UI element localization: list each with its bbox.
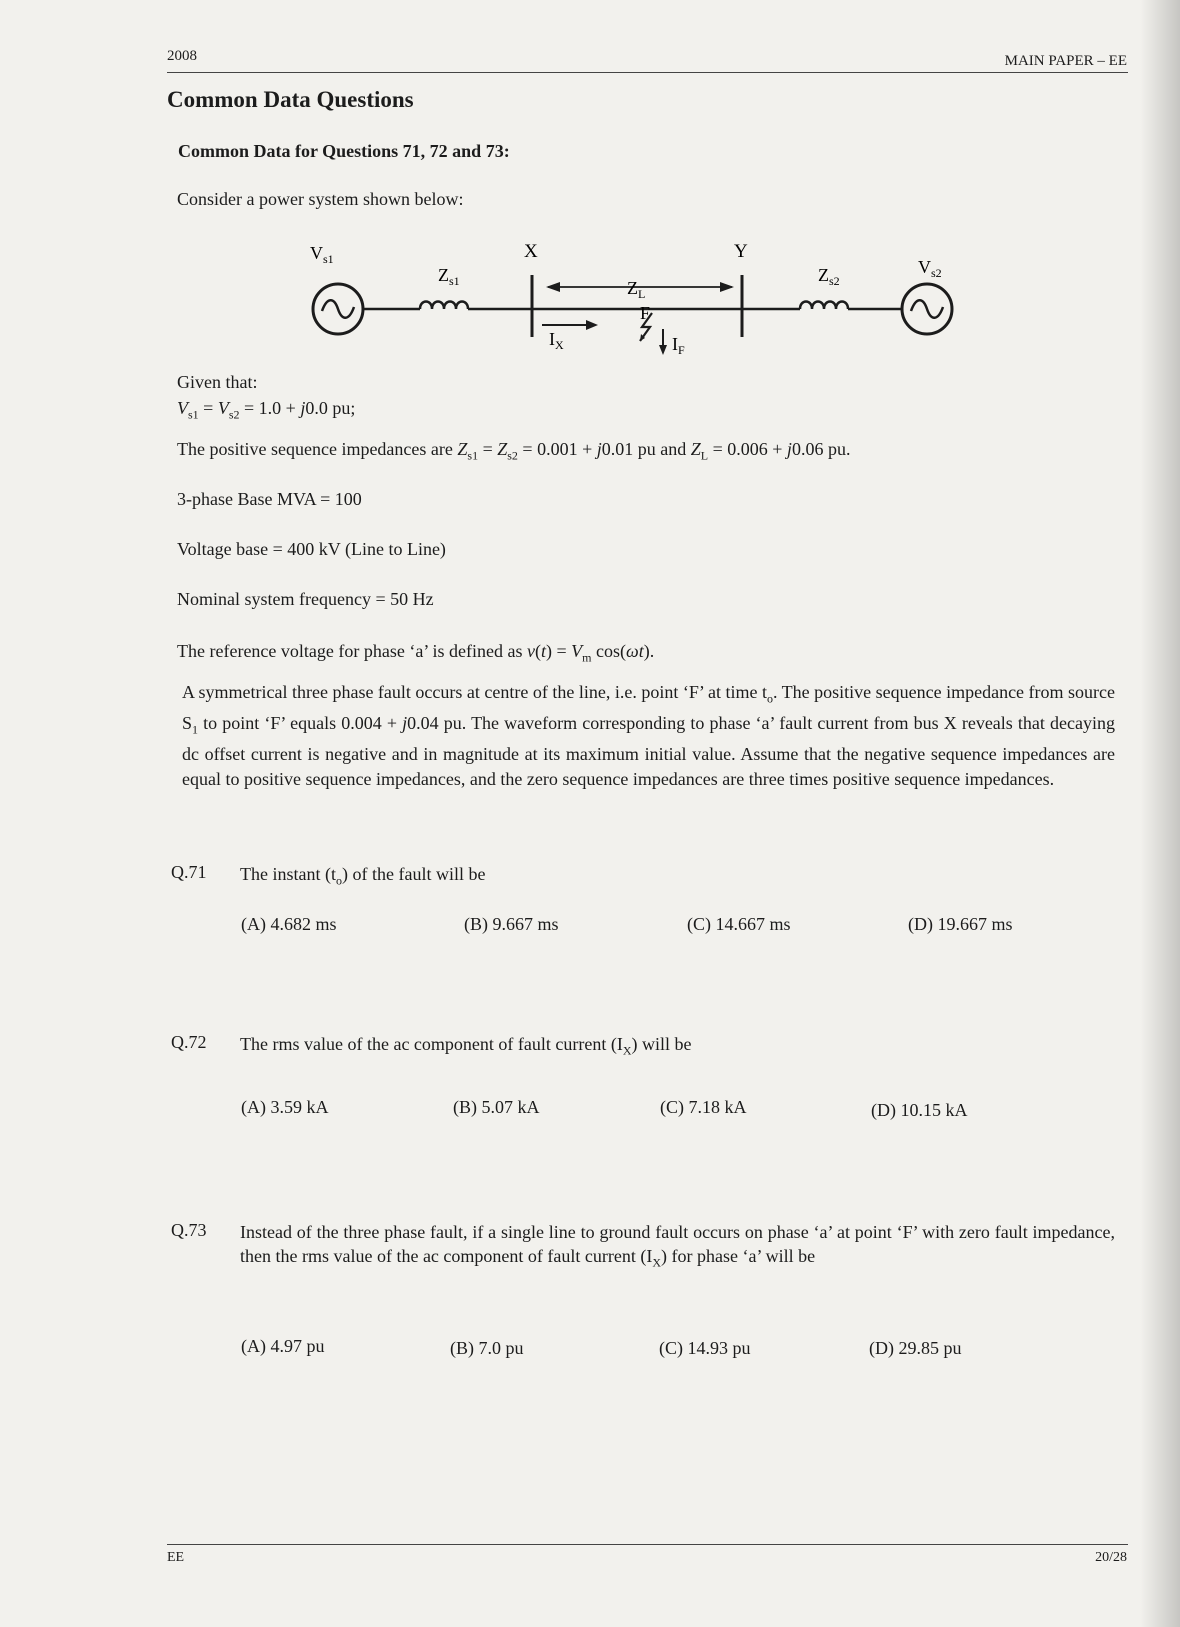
label-zs1: $Z_{s1}$ (438, 265, 460, 288)
q71-text: The instant $(t_o)$ of the fault will be (240, 864, 486, 888)
header-paper: MAIN PAPER – EE (1004, 53, 1127, 69)
q72-option-a[interactable]: (A) 3.59 kA (241, 1097, 329, 1117)
fault-description: A symmetrical three phase fault occurs at centre of the line, i.e. point ‘F’ at time $t_o$. The positive sequence impedance from source $S_1$ to point ‘F’ equals 0.004 + j0.04 pu. The waveform corresponding to phase ‘a’ fault current from bus X reveals that decaying dc offset current is negative and in magnitude at its maximum initial value. Assume that the negative sequence impedances are equal to positive sequence impedances, and the zero sequence impedances are three times positive sequence impedances. (182, 682, 1116, 789)
q72-option-c[interactable]: (C) 7.18 kA (660, 1097, 747, 1117)
header-year: 2008 (167, 48, 197, 64)
q73-number: Q.73 (171, 1220, 207, 1240)
source-1-sine (322, 300, 354, 318)
q73-option-b[interactable]: (B) 7.0 pu (450, 1338, 524, 1358)
given-sources: $V_{s1} = V_{s2} = 1.0 + j0.0$ pu; (177, 398, 356, 422)
given-impedances: The positive sequence impedances are $Z_{s1} = Z_{s2} = 0.001 + j0.01$ pu and $Z_L = 0.006 + j0.06$ pu. (177, 439, 851, 463)
label-if: $I_F$ (672, 334, 685, 357)
q73-option-c[interactable]: (C) 14.93 pu (659, 1338, 751, 1358)
ix-arrow-head-icon (586, 320, 598, 330)
section-title: Common Data Questions (167, 87, 414, 112)
given-voltage-base: Voltage base = 400 kV (Line to Line) (177, 539, 446, 559)
label-vs2: $V_{s2}$ (918, 257, 942, 280)
q71-number: Q.71 (171, 862, 207, 882)
given-reference: The reference voltage for phase ‘a’ is defined as $v(t) = V_m$ cos(ωt). (177, 641, 655, 665)
q71-option-a[interactable]: (A) 4.682 ms (241, 914, 337, 934)
common-data-heading: Common Data for Questions 71, 72 and 73: (178, 141, 510, 161)
footer-subject: EE (167, 1550, 185, 1565)
intro-text: Consider a power system shown below: (177, 189, 464, 209)
label-zs2: $Z_{s2}$ (818, 265, 840, 288)
zs2-inductor-icon (800, 302, 848, 310)
q71-option-c[interactable]: (C) 14.667 ms (687, 914, 791, 934)
q72-option-d[interactable]: (D) 10.15 kA (871, 1100, 968, 1120)
q73-option-d[interactable]: (D) 29.85 pu (869, 1338, 962, 1358)
q72-number: Q.72 (171, 1032, 207, 1052)
if-arrow-head-icon (659, 345, 667, 355)
label-bus-y: Y (734, 241, 748, 262)
footer-page-number: 20/28 (1095, 1550, 1127, 1565)
label-ix: $I_X$ (549, 329, 564, 352)
label-fault: F (640, 303, 651, 323)
given-base-mva: 3-phase Base MVA = 100 (177, 489, 362, 509)
q72-text: The rms value of the ac component of fault current $(I_X)$ will be (240, 1034, 692, 1058)
power-system-diagram (0, 225, 1180, 375)
q73-text: Instead of the three phase fault, if a single line to ground fault occurs on phase ‘a’ at point ‘F’ with zero fault impedance, then the rms value of the ac component of fault current $(I_X)$ for phase ‘a’ will be (240, 1222, 1115, 1270)
zl-arrow-left-icon (546, 282, 560, 292)
impedance-prefix: The positive sequence impedances are (177, 439, 453, 459)
q73-option-a[interactable]: (A) 4.97 pu (241, 1336, 325, 1356)
given-label: Given that: (177, 372, 258, 392)
source-2-sine (911, 300, 943, 318)
zl-arrow-right-icon (720, 282, 734, 292)
given-frequency: Nominal system frequency = 50 Hz (177, 589, 434, 609)
label-bus-x: X (524, 241, 538, 262)
q71-option-b[interactable]: (B) 9.667 ms (464, 914, 559, 934)
q72-option-b[interactable]: (B) 5.07 kA (453, 1097, 540, 1117)
label-vs1: $V_{s1}$ (310, 243, 334, 266)
header-rule (167, 72, 1128, 73)
label-zl: $Z_L$ (627, 278, 646, 301)
footer-rule (167, 1544, 1128, 1545)
q71-option-d[interactable]: (D) 19.667 ms (908, 914, 1013, 934)
zs1-inductor-icon (420, 302, 468, 310)
